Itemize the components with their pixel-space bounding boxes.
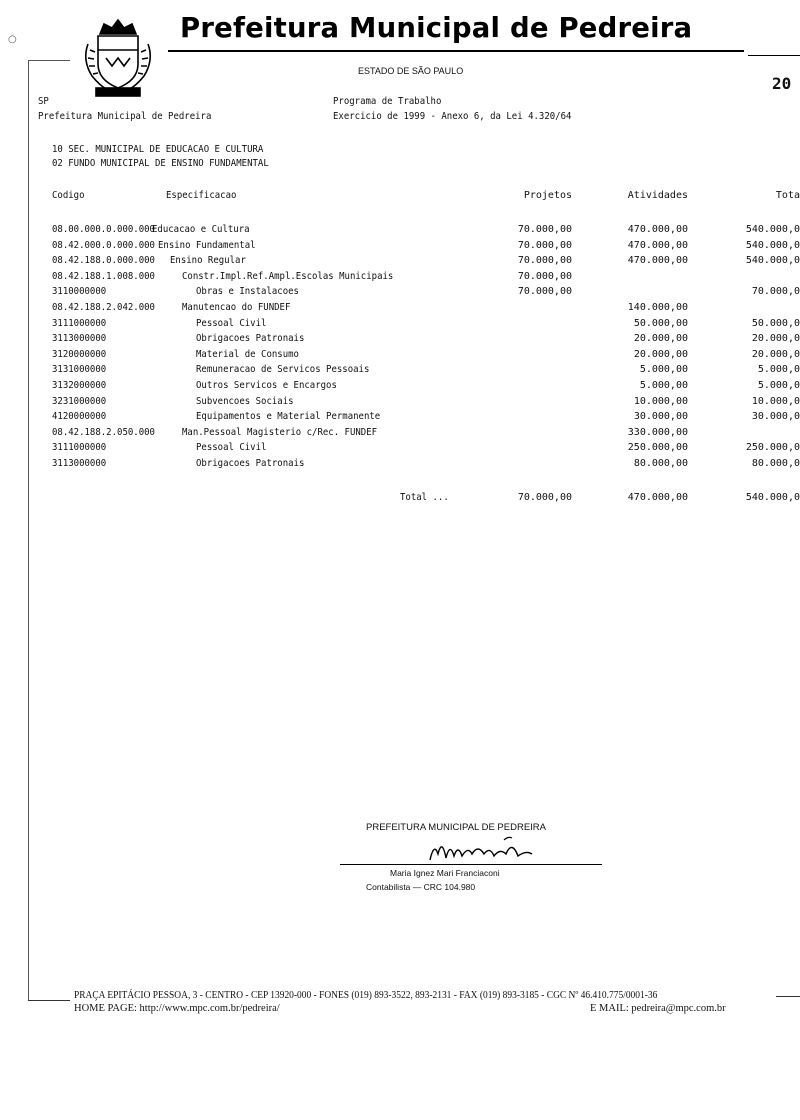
row-total: 5.000,0 [757,364,800,375]
row-spec: Manutencao do FUNDEF [182,302,291,313]
row-total: 10.000,0 [751,396,800,407]
row-activities: 330.000,00 [627,427,688,438]
punch-hole-mark: ○ [8,34,17,45]
unit-line-secretariat: 10 SEC. MUNICIPAL DE EDUCACAO E CULTURA [52,144,264,155]
row-spec: Subvencoes Sociais [196,396,294,407]
signature-block [340,818,620,898]
row-total: 540.000,0 [745,255,800,266]
row-code: 3113000000 [52,333,107,344]
row-code: 3132000000 [52,380,107,391]
signature-stamp: PREFEITURA MUNICIPAL DE PEDREIRA [366,822,547,833]
row-total: 540.000,0 [745,224,800,235]
total-projects: 70.000,00 [517,492,572,503]
signatory-role: Contabilista — CRC 104.980 [366,882,476,892]
municipal-crest-logo [78,16,158,98]
row-projects: 70.000,00 [517,271,572,282]
signatory-name: Maria Ignez Mari Franciaconi [390,868,500,878]
row-code: 08.42.188.2.042.000 [52,302,155,313]
footer-rule-right [776,996,800,997]
row-activities: 10.000,00 [633,396,688,407]
footer-homepage[interactable]: HOME PAGE: http://www.mpc.com.br/pedreira/ [74,1003,280,1014]
row-code: 08.42.188.0.000.000 [52,255,155,266]
row-code: 08.00.000.0.000.000 [52,224,155,235]
row-total: 70.000,0 [751,286,800,297]
row-code: 08.42.000.0.000.000 [52,240,155,251]
row-activities: 5.000,00 [639,364,688,375]
row-spec: Material de Consumo [196,349,299,360]
row-spec: Constr.Impl.Ref.Ampl.Escolas Municipais [182,271,394,282]
row-total: 540.000,0 [745,240,800,251]
row-activities: 470.000,00 [627,255,688,266]
row-spec: Remuneracao de Servicos Pessoais [196,364,370,375]
row-projects: 70.000,00 [517,286,572,297]
row-code: 08.42.188.1.008.000 [52,271,155,282]
row-projects: 70.000,00 [517,240,572,251]
row-spec: Ensino Regular [170,255,246,266]
footer-email[interactable]: E MAIL: pedreira@mpc.com.br [590,1003,726,1014]
row-spec: Pessoal Civil [196,318,267,329]
header-state: SP [38,96,49,107]
row-total: 80.000,0 [751,458,800,469]
total-activities: 470.000,00 [627,492,688,503]
margin-line-left [28,60,29,1000]
row-activities: 80.000,00 [633,458,688,469]
row-projects: 70.000,00 [517,224,572,235]
row-activities: 470.000,00 [627,224,688,235]
row-code: 3111000000 [52,318,107,329]
row-spec: Obras e Instalacoes [196,286,299,297]
row-total: 50.000,0 [751,318,800,329]
state-label: ESTADO DE SÃO PAULO [358,66,464,76]
row-code: 08.42.188.2.050.000 [52,427,155,438]
row-total: 5.000,0 [757,380,800,391]
row-activities: 470.000,00 [627,240,688,251]
col-header-activities: Atividades [627,190,688,201]
row-activities: 20.000,00 [633,349,688,360]
col-header-code: Codigo [52,190,85,201]
footer-address: PRAÇA EPITÁCIO PESSOA, 3 - CENTRO - CEP 13920-000 - FONES (019) 893-3522, 893-2131 - FAX (019) 893-3185 - CGC Nº 46.410.775/0001-36 [74,990,658,1001]
row-spec: Man.Pessoal Magisterio c/Rec. FUNDEF [182,427,378,438]
row-activities: 20.000,00 [633,333,688,344]
page-number: 20 [772,74,792,93]
row-code: 3231000000 [52,396,107,407]
row-total: 20.000,0 [751,333,800,344]
footer-rule-left [28,1000,70,1001]
letterhead-rule-right [748,55,800,56]
row-activities: 250.000,00 [627,442,688,453]
row-spec: Ensino Fundamental [158,240,256,251]
unit-line-fund: 02 FUNDO MUNICIPAL DE ENSINO FUNDAMENTAL [52,158,269,169]
row-code: 3131000000 [52,364,107,375]
row-code: 3110000000 [52,286,107,297]
margin-line-top [28,60,70,61]
row-activities: 140.000,00 [627,302,688,313]
col-header-total: Tota [775,190,800,201]
row-code: 3120000000 [52,349,107,360]
row-activities: 50.000,00 [633,318,688,329]
signature-line [340,864,602,865]
header-report-title: Programa de Trabalho [333,96,442,107]
row-activities: 30.000,00 [633,411,688,422]
row-total: 30.000,0 [751,411,800,422]
total-total: 540.000,0 [745,492,800,503]
row-spec: Educacao e Cultura [152,224,250,235]
handwritten-signature [420,832,580,866]
col-header-spec: Especificacao [166,190,237,201]
row-code: 4120000000 [52,411,107,422]
row-projects: 70.000,00 [517,255,572,266]
letterhead-title: Prefeitura Municipal de Pedreira [180,12,693,44]
header-entity: Prefeitura Municipal de Pedreira [38,111,212,122]
row-spec: Obrigacoes Patronais [196,458,305,469]
row-code: 3111000000 [52,442,107,453]
row-activities: 5.000,00 [639,380,688,391]
row-total: 20.000,0 [751,349,800,360]
col-header-projects: Projetos [523,190,572,201]
row-total: 250.000,0 [745,442,800,453]
row-spec: Outros Servicos e Encargos [196,380,337,391]
total-label: Total ... [400,492,449,503]
row-code: 3113000000 [52,458,107,469]
letterhead-rule [168,50,744,52]
row-spec: Pessoal Civil [196,442,267,453]
row-spec: Equipamentos e Material Permanente [196,411,381,422]
header-exercise: Exercicio de 1999 - Anexo 6, da Lei 4.320/64 [333,111,572,122]
row-spec: Obrigacoes Patronais [196,333,305,344]
